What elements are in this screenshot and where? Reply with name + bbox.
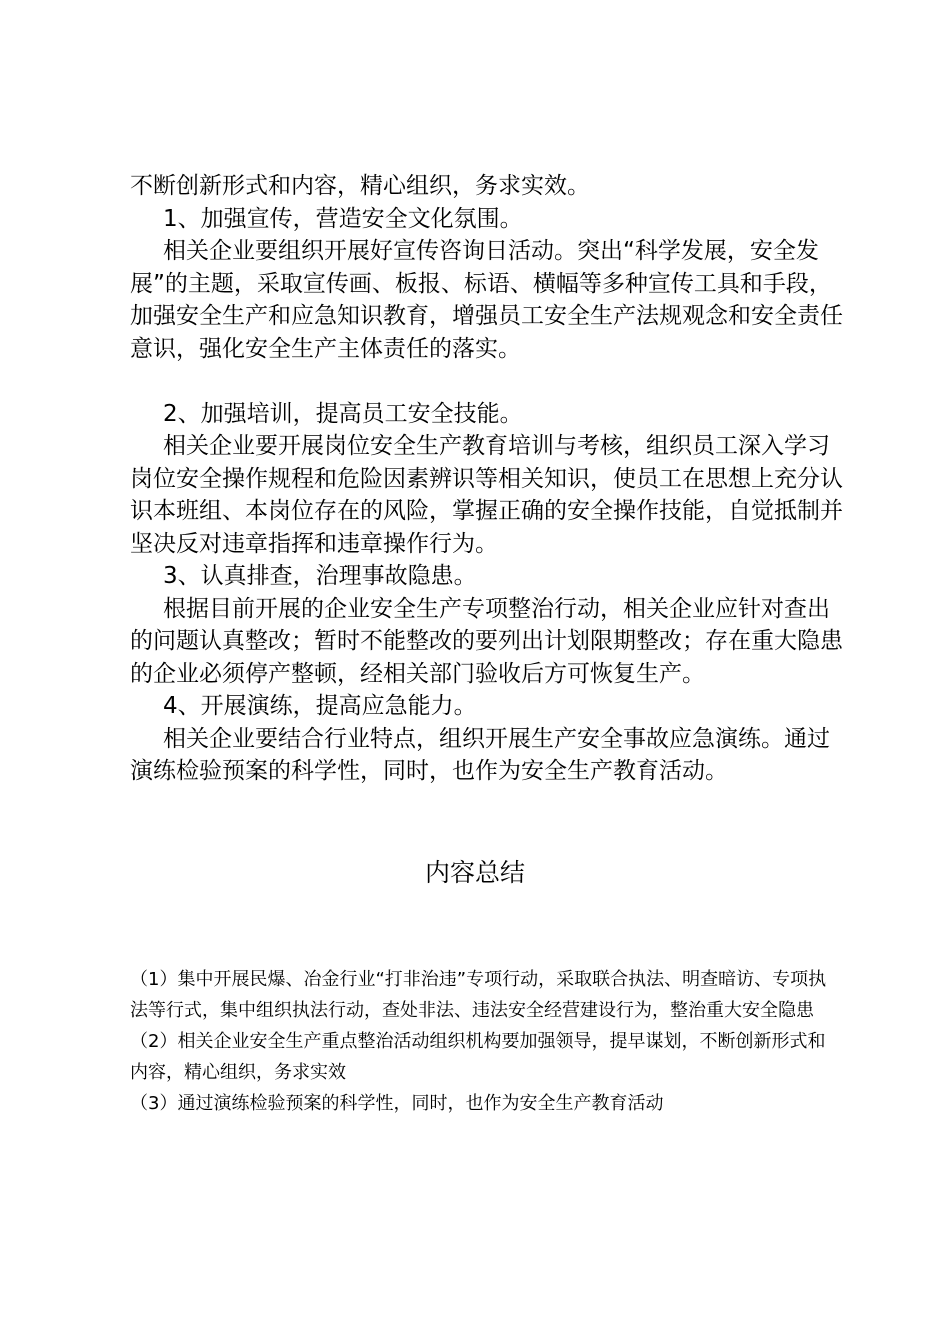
section-heading-1: 1、加强宣传，营造安全文化氛围。 <box>163 205 523 232</box>
summary-item-3: （3）通过演练检验预案的科学性，同时，也作为安全生产教育活动 <box>130 1093 664 1114</box>
body-text <box>130 170 850 788</box>
paragraph-continuation: 不断创新形式和内容，精心组织，务求实效。 <box>130 173 590 199</box>
section-heading-2: 2、加强培训，提高员工安全技能。 <box>163 400 523 427</box>
summary-item-2: （2）相关企业安全生产重点整治活动组织机构要加强领导，提早谋划，不断创新形式和内容，精心组织，务求实效 <box>130 1031 826 1083</box>
section-paragraph-2: 相关企业要开展岗位安全生产教育培训与考核，组织员工深入学习岗位安全操作规程和危险因素辨识等相关知识，使员工在思想上充分认识本班组、本岗位存在的风险，掌握正确的安全操作技能，自觉抵制并坚决反对违章指挥和违章操作行为。 <box>130 433 843 557</box>
section-paragraph-3: 根据目前开展的企业安全生产专项整治行动，相关企业应针对查出的问题认真整改；暂时不能整改的要列出计划限期整改；存在重大隐患的企业必须停产整顿，经相关部门验收后方可恢复生产。 <box>130 595 843 687</box>
section-heading-3: 3、认真排查，治理事故隐患。 <box>163 563 477 589</box>
section-heading-4: 4、开展演练，提高应急能力。 <box>163 693 477 719</box>
section-paragraph-1: 相关企业要组织开展好宣传咨询日活动。突出“科学发展，安全发展”的主题，采取宣传画、板报、标语、横幅等多种宣传工具和手段，加强安全生产和应急知识教育，增强员工安全生产法规观念和安全责任意识，强化安全生产主体责任的落实。 <box>130 238 843 362</box>
section-paragraph-4: 相关企业要结合行业特点，组织开展生产安全事故应急演练。通过演练检验预案的科学性，同时，也作为安全生产教育活动。 <box>130 725 830 784</box>
summary-title: 内容总结 <box>424 858 525 887</box>
summary-item-1: （1）集中开展民爆、冶金行业“打非治违”专项行动，采取联合执法、明查暗访、专项执法等行式，集中组织执法行动，查处非法、违法安全经营建设行为，整治重大安全隐患 <box>130 969 827 1021</box>
blank-line <box>130 365 850 398</box>
summary-list <box>130 964 840 1119</box>
